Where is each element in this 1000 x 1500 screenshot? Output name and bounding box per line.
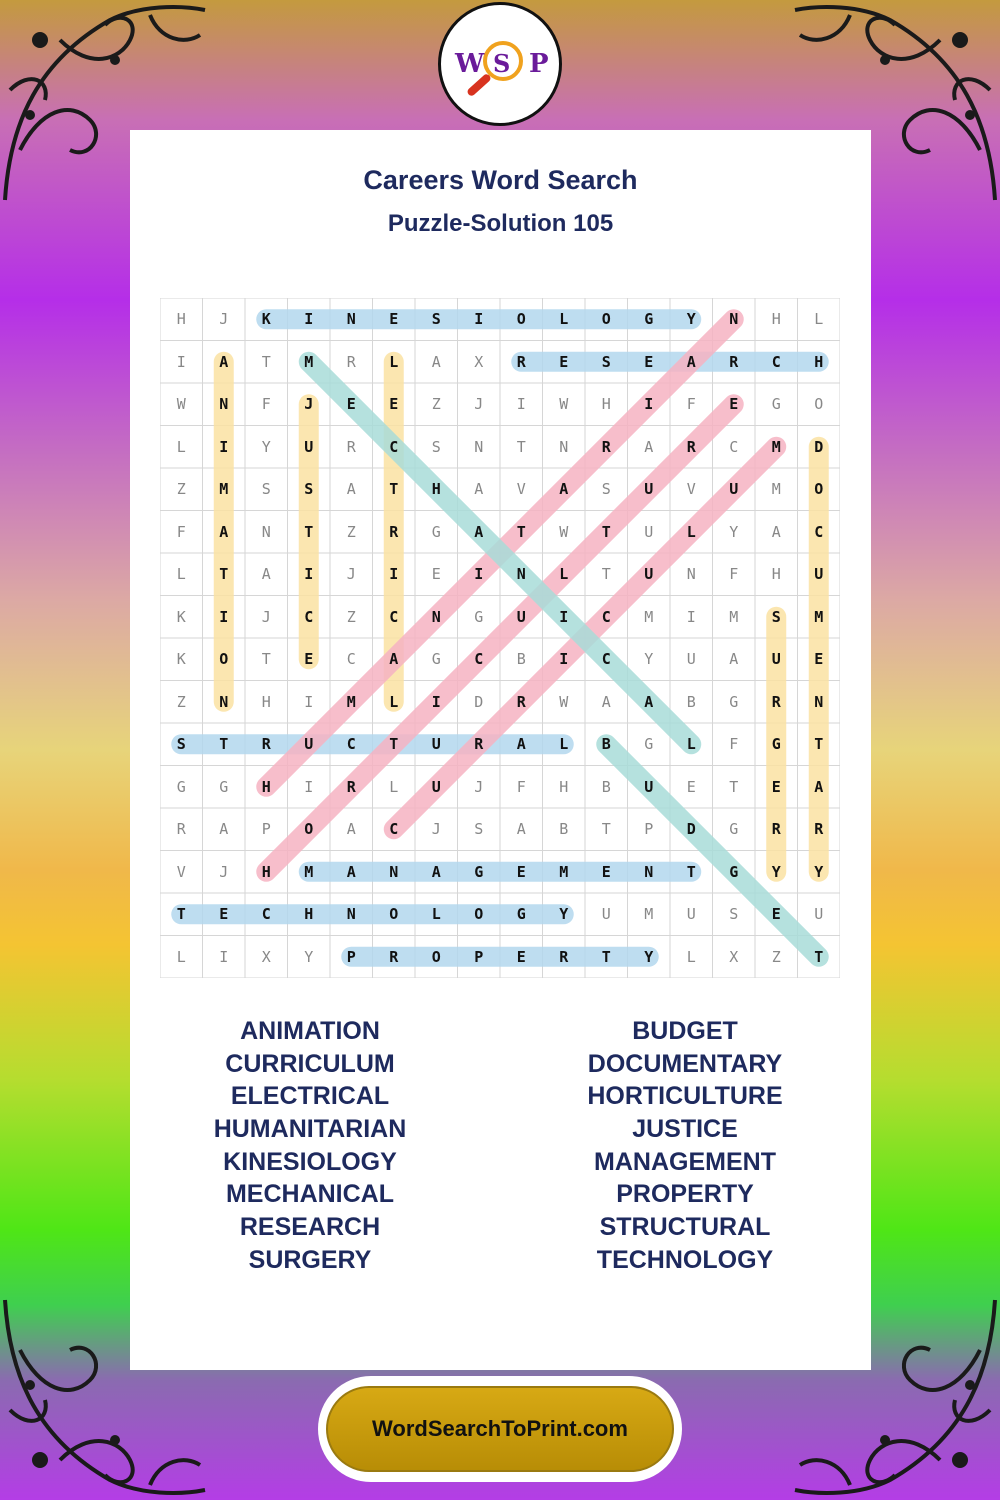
grid-cell[interactable]: R [729, 352, 739, 371]
grid-cell[interactable]: I [559, 650, 569, 669]
grid-cell[interactable]: O [814, 480, 824, 499]
grid-cell[interactable]: N [559, 437, 569, 456]
grid-cell[interactable]: L [686, 735, 696, 754]
grid-cell[interactable]: R [686, 437, 696, 456]
page-title: Careers Word Search [363, 165, 638, 195]
grid-cell[interactable]: M [644, 607, 654, 626]
grid-cell[interactable]: E [304, 650, 314, 669]
page-subtitle: Puzzle-Solution 105 [387, 210, 614, 237]
grid-cell[interactable]: I [431, 692, 441, 711]
grid-cell[interactable]: A [219, 352, 229, 371]
grid-cell[interactable]: L [686, 522, 696, 541]
grid-cell[interactable]: I [559, 607, 569, 626]
grid-cell[interactable]: A [559, 480, 569, 499]
grid-cell[interactable]: Y [559, 905, 569, 924]
grid-cell[interactable]: U [431, 735, 441, 754]
grid-cell[interactable]: T [219, 565, 229, 584]
grid-cell[interactable]: Z [176, 480, 186, 499]
grid-cell[interactable]: X [729, 947, 739, 966]
word-list-left [130, 1015, 490, 1277]
grid-cell[interactable]: K [176, 650, 186, 669]
grid-cell[interactable]: A [431, 862, 441, 881]
grid-cell[interactable]: P [474, 947, 484, 966]
grid-cell[interactable]: S [729, 905, 739, 924]
grid-cell[interactable]: P [644, 820, 654, 839]
grid-cell[interactable]: C [389, 820, 399, 839]
word-search-board [160, 298, 840, 978]
grid-cell[interactable]: U [644, 777, 654, 796]
grid-cell[interactable]: C [346, 735, 356, 754]
grid-cell[interactable]: Y [771, 862, 781, 881]
grid-cell[interactable]: M [771, 480, 781, 499]
grid-cell[interactable]: R [346, 352, 356, 371]
word-list-item: HUMANITARIAN [213, 1115, 407, 1144]
grid-cell[interactable]: K [261, 310, 271, 329]
grid-cell[interactable]: Y [644, 650, 654, 669]
grid-cell[interactable]: E [686, 777, 696, 796]
grid-cell[interactable]: K [176, 607, 186, 626]
grid-cell[interactable]: H [771, 310, 781, 329]
grid-cell[interactable]: U [601, 905, 611, 924]
grid-cell[interactable]: J [474, 395, 484, 414]
grid-cell[interactable]: U [516, 607, 526, 626]
grid-cell[interactable]: S [431, 437, 441, 456]
grid-cell[interactable]: B [686, 692, 696, 711]
grid-cell[interactable]: C [601, 607, 611, 626]
grid-cell[interactable]: J [474, 777, 484, 796]
grid-cell[interactable]: C [346, 650, 356, 669]
grid-cell[interactable]: G [729, 692, 739, 711]
grid-cell[interactable]: F [176, 522, 186, 541]
grid-cell[interactable]: Z [346, 522, 356, 541]
grid-cell[interactable]: E [219, 905, 229, 924]
grid-cell[interactable]: R [389, 522, 399, 541]
word-list-item: TECHNOLOGY [596, 1245, 774, 1274]
grid-cell[interactable]: F [516, 777, 526, 796]
grid-cell[interactable]: E [771, 905, 781, 924]
grid-cell[interactable]: M [304, 862, 314, 881]
grid-cell[interactable]: S [176, 735, 186, 754]
grid-cell[interactable]: A [219, 820, 229, 839]
grid-cell[interactable]: N [261, 522, 271, 541]
grid-cell[interactable]: U [304, 735, 314, 754]
word-list-item: RESEARCH [239, 1213, 381, 1242]
grid-cell[interactable]: O [474, 905, 484, 924]
grid-cell[interactable]: N [474, 437, 484, 456]
grid-cell[interactable]: I [219, 947, 229, 966]
grid-cell[interactable]: X [474, 352, 484, 371]
logo-letter-w: W [455, 49, 485, 79]
grid-cell[interactable]: O [431, 947, 441, 966]
grid-cell[interactable]: E [814, 650, 824, 669]
grid-cell[interactable]: L [389, 352, 399, 371]
grid-cell[interactable]: R [261, 735, 271, 754]
grid-cell[interactable]: B [516, 650, 526, 669]
grid-cell[interactable]: W [559, 395, 569, 414]
grid-cell[interactable]: T [814, 947, 824, 966]
grid-cell[interactable]: T [261, 650, 271, 669]
word-list-item: JUSTICE [632, 1115, 738, 1144]
word-list-item: MANAGEMENT [594, 1147, 776, 1176]
grid-cell[interactable]: G [176, 777, 186, 796]
word-list-item: ANIMATION [240, 1017, 380, 1045]
grid-cell[interactable]: S [261, 480, 271, 499]
grid-cell[interactable]: E [516, 947, 526, 966]
word-list-item: SURGERY [248, 1245, 372, 1274]
grid-cell[interactable]: E [346, 395, 356, 414]
grid-cell[interactable]: S [304, 480, 314, 499]
grid-cell[interactable]: G [431, 650, 441, 669]
word-list-item: STRUCTURAL [599, 1213, 771, 1242]
grid-cell[interactable]: H [304, 905, 314, 924]
grid-cell[interactable]: I [219, 437, 229, 456]
grid-cell[interactable]: Y [729, 522, 739, 541]
grid-cell[interactable]: D [474, 692, 484, 711]
grid-cell[interactable]: C [729, 437, 739, 456]
grid-cell[interactable]: B [559, 820, 569, 839]
grid-cell[interactable]: L [814, 310, 824, 329]
grid-cell[interactable]: N [516, 565, 526, 584]
grid-cell[interactable]: I [474, 310, 484, 329]
word-list-item: KINESIOLOGY [223, 1147, 397, 1176]
grid-cell[interactable]: U [431, 777, 441, 796]
word-list-item: DOCUMENTARY [587, 1049, 783, 1078]
grid-cell[interactable]: C [389, 437, 399, 456]
grid-cell[interactable]: H [559, 777, 569, 796]
grid-cell[interactable]: U [304, 437, 314, 456]
grid-cell[interactable]: U [729, 480, 739, 499]
grid-cell[interactable]: C [474, 650, 484, 669]
grid-cell[interactable]: R [814, 820, 824, 839]
grid-cell[interactable]: I [389, 565, 399, 584]
grid-cell[interactable]: M [304, 352, 314, 371]
grid-cell[interactable]: Y [686, 310, 696, 329]
grid-cell[interactable]: N [346, 905, 356, 924]
grid-cell[interactable]: N [389, 862, 399, 881]
grid-cell[interactable]: U [814, 905, 824, 924]
grid-cell[interactable]: G [771, 735, 781, 754]
grid-cell[interactable]: W [559, 522, 569, 541]
grid-cell[interactable]: Y [644, 947, 654, 966]
grid-cell[interactable]: L [389, 692, 399, 711]
grid-cell[interactable]: O [389, 905, 399, 924]
word-list-item: ELECTRICAL [230, 1082, 390, 1111]
grid-cell[interactable]: M [219, 480, 229, 499]
grid-cell[interactable]: M [644, 905, 654, 924]
grid-cell[interactable]: S [601, 480, 611, 499]
grid-cell[interactable]: A [771, 522, 781, 541]
grid-cell[interactable]: R [389, 947, 399, 966]
grid-cell[interactable]: U [686, 905, 696, 924]
grid-cell[interactable]: N [729, 310, 739, 329]
grid-cell[interactable]: T [601, 820, 611, 839]
grid-cell[interactable]: T [814, 735, 824, 754]
grid-cell[interactable]: J [431, 820, 441, 839]
grid-cell[interactable]: D [814, 437, 824, 456]
grid-cell[interactable]: A [389, 650, 399, 669]
grid-cell[interactable]: E [431, 565, 441, 584]
grid-cell[interactable]: L [431, 905, 441, 924]
grid-cell[interactable]: T [304, 522, 314, 541]
grid-cell[interactable]: W [176, 395, 186, 414]
grid-cell[interactable]: E [771, 777, 781, 796]
grid-cell[interactable]: E [644, 352, 654, 371]
grid-cell[interactable]: R [346, 437, 356, 456]
grid-cell[interactable]: G [516, 905, 526, 924]
grid-cell[interactable]: I [304, 692, 314, 711]
grid-cell[interactable]: E [729, 395, 739, 414]
grid-cell[interactable]: E [389, 310, 399, 329]
grid-cell[interactable]: A [474, 480, 484, 499]
grid-cell[interactable]: N [431, 607, 441, 626]
grid-cell[interactable]: M [729, 607, 739, 626]
grid-cell[interactable]: R [771, 692, 781, 711]
grid-cell[interactable]: J [219, 862, 229, 881]
grid-cell[interactable]: T [686, 862, 696, 881]
grid-cell[interactable]: W [559, 692, 569, 711]
grid-cell[interactable]: U [644, 565, 654, 584]
grid-cell[interactable]: I [686, 607, 696, 626]
grid-cell[interactable]: C [261, 905, 271, 924]
grid-cell[interactable]: M [559, 862, 569, 881]
grid-cell[interactable]: L [176, 565, 186, 584]
grid-cell[interactable]: Z [346, 607, 356, 626]
grid-cell[interactable]: G [219, 777, 229, 796]
grid-cell[interactable]: A [219, 522, 229, 541]
grid-cell[interactable]: T [389, 480, 399, 499]
grid-cell[interactable]: U [686, 650, 696, 669]
word-list-right [505, 1015, 865, 1277]
grid-cell[interactable]: R [771, 820, 781, 839]
grid-cell[interactable]: A [686, 352, 696, 371]
grid-cell[interactable]: H [261, 777, 271, 796]
grid-cell[interactable]: T [516, 522, 526, 541]
grid-cell[interactable]: Y [304, 947, 314, 966]
grid-cell[interactable]: H [261, 692, 271, 711]
grid-cell[interactable]: Y [261, 437, 271, 456]
grid-cell[interactable]: E [516, 862, 526, 881]
grid-cell[interactable]: G [431, 522, 441, 541]
grid-cell[interactable]: S [601, 352, 611, 371]
grid-cell[interactable]: B [601, 735, 611, 754]
grid-cell[interactable]: T [176, 905, 186, 924]
grid-cell[interactable]: C [814, 522, 824, 541]
grid-cell[interactable]: S [474, 820, 484, 839]
grid-cell[interactable]: J [261, 607, 271, 626]
grid-cell[interactable]: I [219, 607, 229, 626]
grid-cell[interactable]: F [261, 395, 271, 414]
grid-cell[interactable]: H [261, 862, 271, 881]
grid-cell[interactable]: P [261, 820, 271, 839]
grid-cell[interactable]: O [814, 395, 824, 414]
grid-cell[interactable]: T [389, 735, 399, 754]
grid-cell[interactable]: T [601, 947, 611, 966]
grid-cell[interactable]: N [814, 692, 824, 711]
grid-cell[interactable]: N [644, 862, 654, 881]
grid-cell[interactable]: R [516, 352, 526, 371]
grid-cell[interactable]: U [814, 565, 824, 584]
grid-cell[interactable]: L [686, 947, 696, 966]
grid-cell[interactable]: L [176, 437, 186, 456]
grid-cell[interactable]: R [559, 947, 569, 966]
grid-cell[interactable]: A [516, 735, 526, 754]
grid-cell[interactable]: D [686, 820, 696, 839]
grid-cell[interactable]: T [219, 735, 229, 754]
grid-cell[interactable]: L [559, 565, 569, 584]
word-list-item: PROPERTY [616, 1180, 754, 1209]
grid-cell[interactable]: A [729, 650, 739, 669]
grid-cell[interactable]: A [431, 352, 441, 371]
word-list-item: HORTICULTURE [587, 1082, 783, 1111]
grid-cell[interactable]: C [389, 607, 399, 626]
grid-cell[interactable]: U [771, 650, 781, 669]
grid-cell[interactable]: C [304, 607, 314, 626]
grid-cell[interactable]: R [601, 437, 611, 456]
grid-cell[interactable]: M [346, 692, 356, 711]
grid-cell[interactable]: T [261, 352, 271, 371]
grid-cell[interactable]: I [304, 310, 314, 329]
grid-cell[interactable]: A [516, 820, 526, 839]
grid-cell[interactable]: O [219, 650, 229, 669]
grid-cell[interactable]: B [601, 777, 611, 796]
grid-cell[interactable]: Z [176, 692, 186, 711]
grid-cell[interactable]: A [346, 820, 356, 839]
grid-cell[interactable]: L [559, 735, 569, 754]
grid-cell[interactable]: A [474, 522, 484, 541]
grid-cell[interactable]: N [686, 565, 696, 584]
grid-cell[interactable]: G [644, 735, 654, 754]
grid-cell[interactable]: S [771, 607, 781, 626]
grid-cell[interactable]: I [644, 395, 654, 414]
grid-cell[interactable]: E [389, 395, 399, 414]
grid-cell[interactable]: Z [771, 947, 781, 966]
grid-cell[interactable]: G [644, 310, 654, 329]
site-badge[interactable] [318, 1376, 682, 1482]
site-link[interactable]: WordSearchToPrint.com [326, 1386, 674, 1472]
grid-cell[interactable]: A [346, 480, 356, 499]
grid-cell[interactable]: G [729, 862, 739, 881]
word-list-item: MECHANICAL [225, 1180, 395, 1209]
grid-cell[interactable]: P [346, 947, 356, 966]
grid-cell[interactable]: F [729, 735, 739, 754]
word-list-item: BUDGET [632, 1017, 738, 1045]
grid-cell[interactable]: L [176, 947, 186, 966]
grid-cell[interactable]: A [261, 565, 271, 584]
grid-cell[interactable]: A [346, 862, 356, 881]
grid-cell[interactable]: G [474, 862, 484, 881]
puzzle-card [130, 130, 871, 1370]
grid-cell[interactable]: A [644, 692, 654, 711]
grid-cell[interactable]: C [771, 352, 781, 371]
grid-cell[interactable]: V [686, 480, 696, 499]
grid-cell[interactable]: G [474, 607, 484, 626]
grid-cell[interactable]: X [261, 947, 271, 966]
grid-cell[interactable]: H [176, 310, 186, 329]
grid-cell[interactable]: N [219, 395, 229, 414]
grid-cell[interactable]: S [431, 310, 441, 329]
grid-cell[interactable]: R [176, 820, 186, 839]
grid-cell[interactable]: N [219, 692, 229, 711]
grid-cell[interactable]: Y [814, 862, 824, 881]
grid-cell[interactable]: T [729, 777, 739, 796]
word-list-item: CURRICULUM [225, 1049, 395, 1078]
grid-cell[interactable]: J [304, 395, 314, 414]
grid-cell[interactable]: I [516, 395, 526, 414]
grid-cell[interactable]: O [304, 820, 314, 839]
grid-cell[interactable]: H [601, 395, 611, 414]
grid-cell[interactable]: Z [431, 395, 441, 414]
grid-cell[interactable]: U [644, 480, 654, 499]
grid-cell[interactable]: G [729, 820, 739, 839]
grid-cell[interactable]: I [304, 777, 314, 796]
grid-cell[interactable]: H [431, 480, 441, 499]
grid-cell[interactable]: V [516, 480, 526, 499]
grid-cell[interactable]: U [644, 522, 654, 541]
grid-cell[interactable]: T [601, 522, 611, 541]
logo-letter-p: P [529, 49, 549, 79]
logo-letter-s: S [493, 49, 511, 78]
grid-cell[interactable]: T [516, 437, 526, 456]
grid-cell[interactable]: G [771, 395, 781, 414]
grid-cell[interactable]: H [814, 352, 824, 371]
grid-cell[interactable]: O [601, 310, 611, 329]
grid-cell[interactable]: F [686, 395, 696, 414]
grid-cell[interactable]: H [771, 565, 781, 584]
grid-cell[interactable]: T [601, 565, 611, 584]
grid-cell[interactable]: A [814, 777, 824, 796]
grid-cell[interactable]: L [389, 777, 399, 796]
grid-cell[interactable]: O [516, 310, 526, 329]
grid-cell[interactable]: I [474, 565, 484, 584]
grid-cell[interactable]: M [814, 607, 824, 626]
grid-cell[interactable]: R [474, 735, 484, 754]
grid-cell[interactable]: N [346, 310, 356, 329]
grid-cell[interactable]: F [729, 565, 739, 584]
grid-cell[interactable]: J [346, 565, 356, 584]
grid-cell[interactable]: I [176, 352, 186, 371]
grid-cell[interactable]: R [346, 777, 356, 796]
grid-cell[interactable]: R [516, 692, 526, 711]
grid-cell[interactable]: V [176, 862, 186, 881]
grid-cell[interactable]: L [559, 310, 569, 329]
grid-cell[interactable]: M [771, 437, 781, 456]
grid-cell[interactable]: E [601, 862, 611, 881]
grid-cell[interactable]: J [219, 310, 229, 329]
grid-cell[interactable]: E [559, 352, 569, 371]
grid-cell[interactable]: I [304, 565, 314, 584]
letter-grid [160, 298, 840, 978]
grid-cell[interactable]: A [601, 692, 611, 711]
grid-cell[interactable]: A [644, 437, 654, 456]
wsp-logo[interactable] [438, 2, 562, 126]
grid-cell[interactable]: C [601, 650, 611, 669]
